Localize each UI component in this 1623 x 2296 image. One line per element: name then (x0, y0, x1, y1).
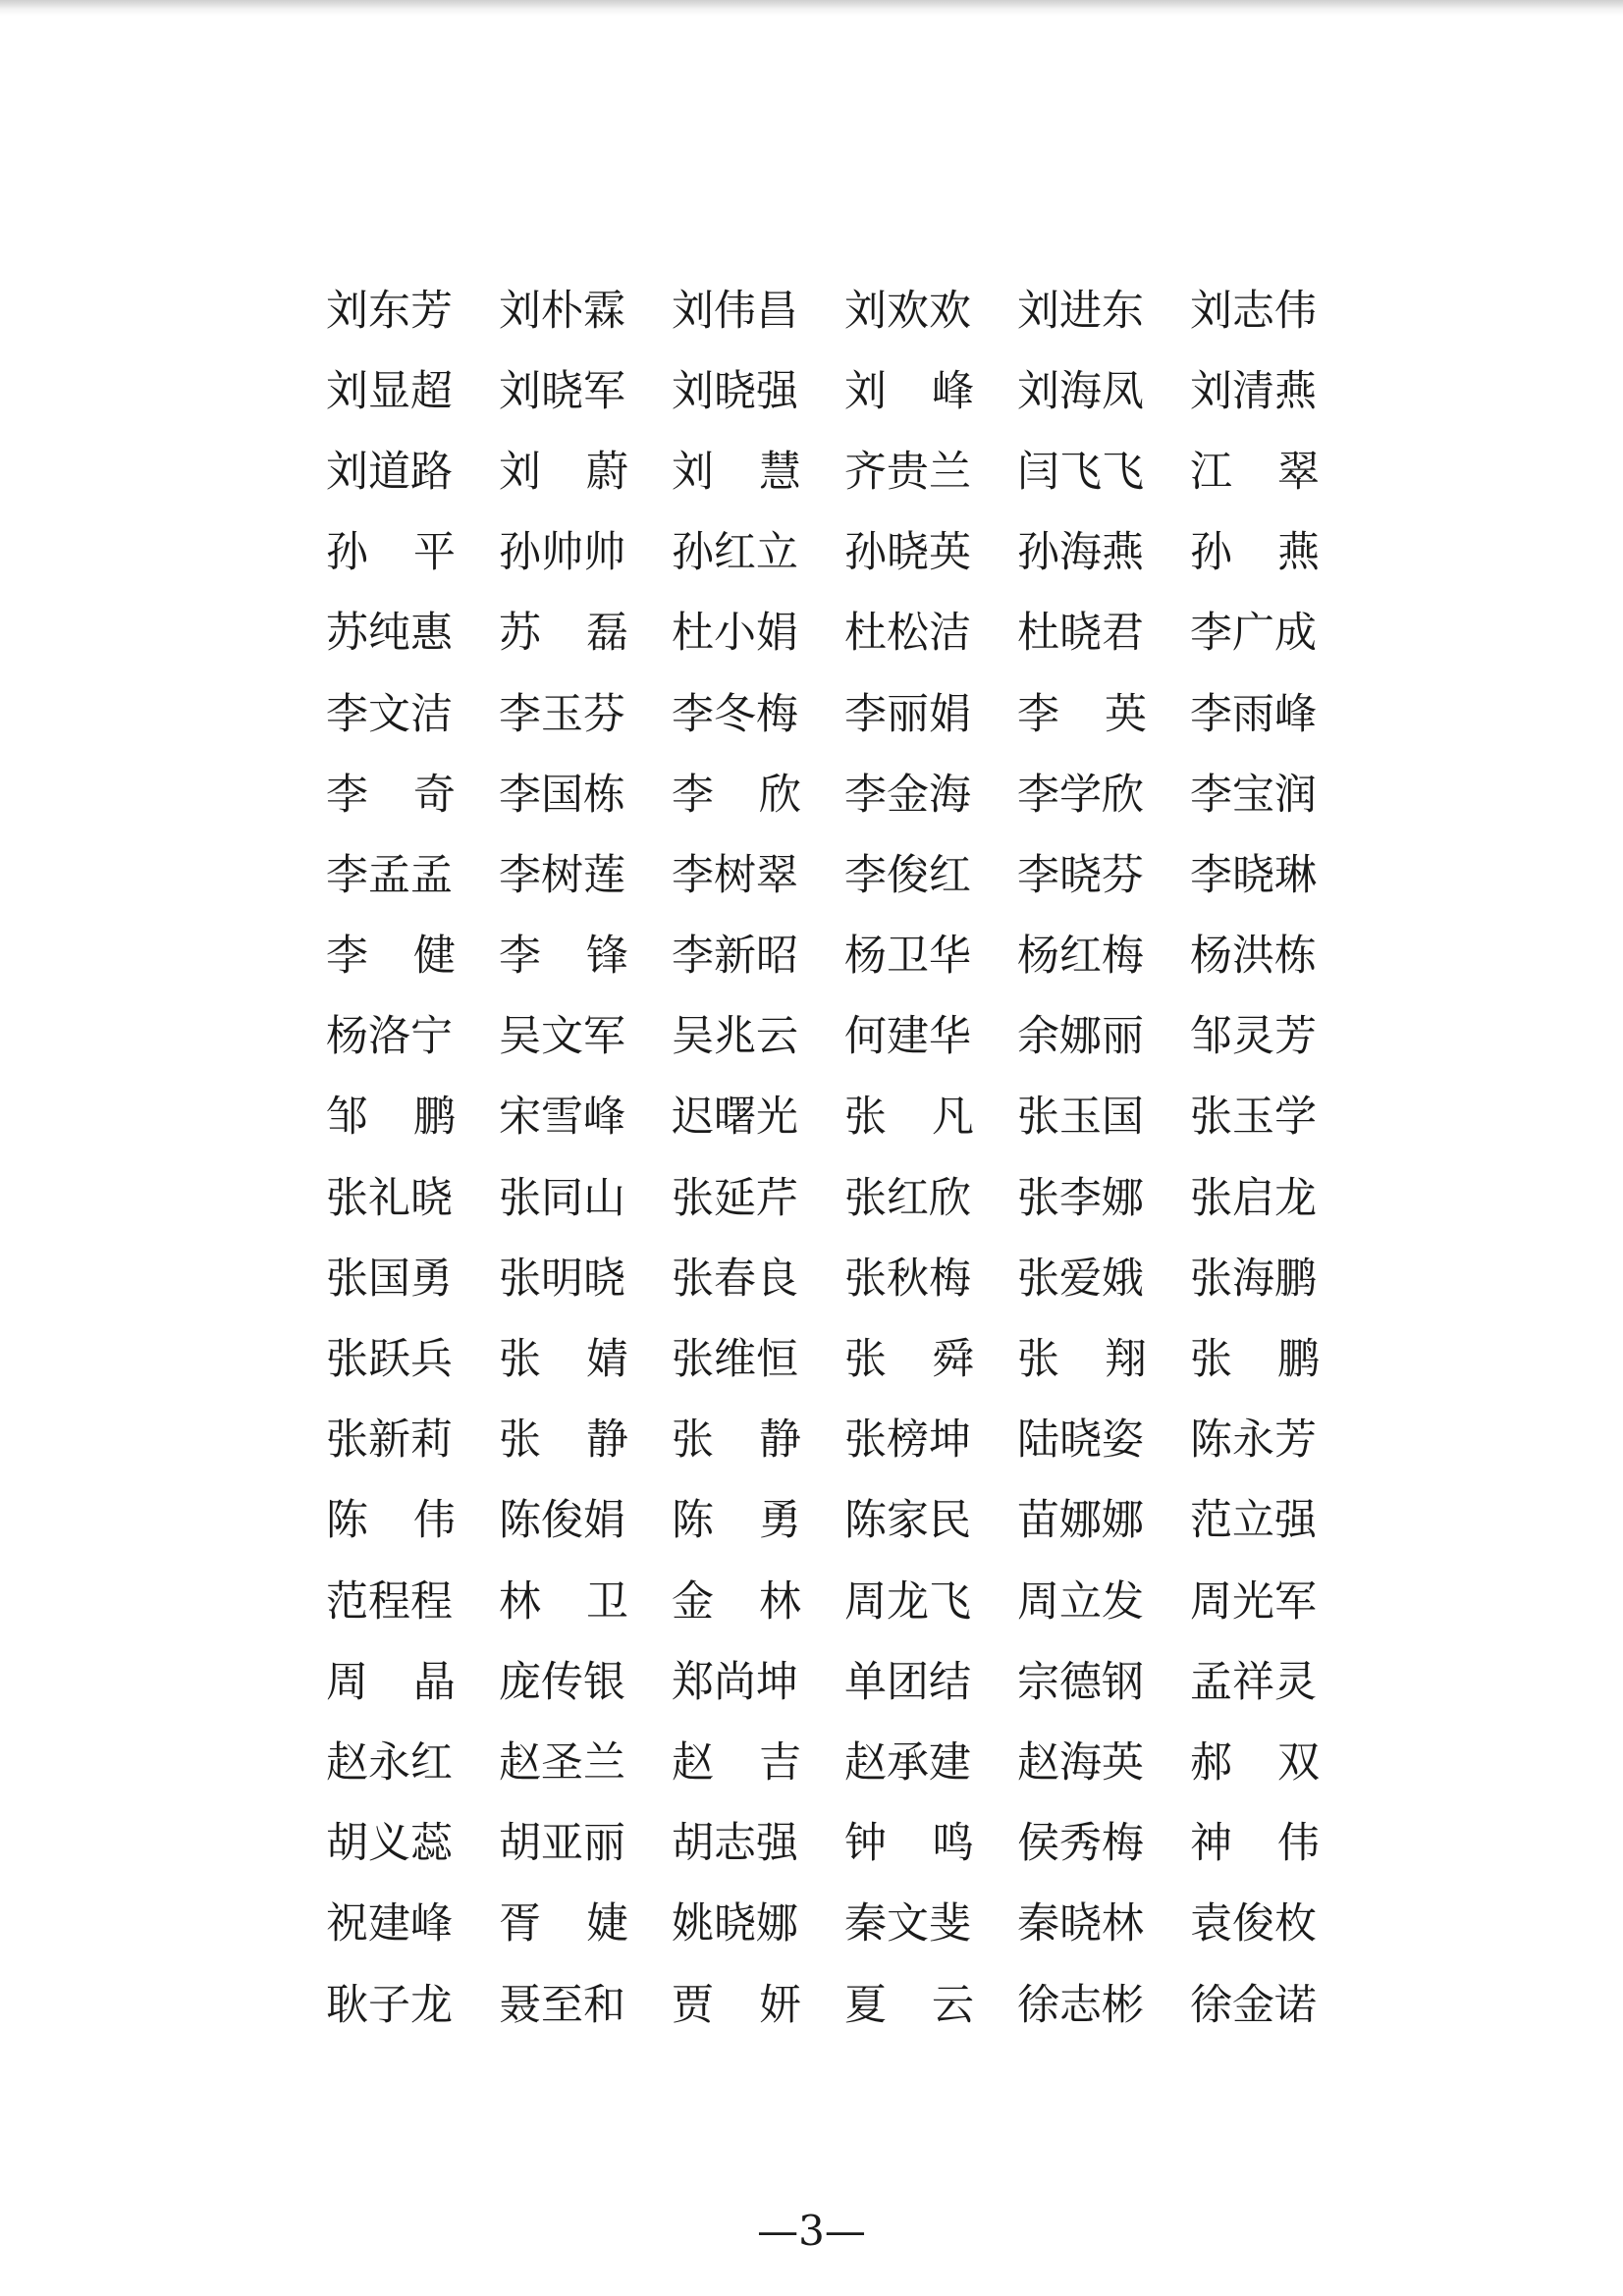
name-entry: 吴兆云 (672, 1012, 798, 1062)
name-entry: 周光军 (1190, 1576, 1317, 1627)
name-entry: 聂至和 (499, 1980, 625, 2030)
name-entry: 苏纯惠 (326, 609, 453, 659)
name-entry: 张李娜 (1017, 1173, 1144, 1223)
name-entry: 宗德钢 (1017, 1657, 1144, 1707)
name-entry: 江 翠 (1190, 447, 1320, 497)
name-entry: 赵海英 (1017, 1737, 1144, 1788)
name-entry: 张启龙 (1190, 1173, 1317, 1223)
name-entry: 刘朴霖 (499, 286, 625, 336)
name-entry: 李 锋 (499, 932, 628, 982)
name-entry: 徐金诺 (1190, 1980, 1317, 2030)
name-entry: 张玉学 (1190, 1093, 1317, 1143)
name-entry: 刘志伟 (1190, 286, 1317, 336)
name-entry: 李树莲 (499, 850, 625, 900)
name-entry: 余娜丽 (1017, 1012, 1144, 1062)
name-entry: 耿子龙 (326, 1980, 453, 2030)
name-entry: 刘清燕 (1190, 366, 1317, 416)
name-entry: 胡义蕊 (326, 1819, 453, 1869)
name-entry: 李 健 (326, 932, 456, 982)
name-entry: 胡亚丽 (499, 1819, 625, 1869)
name-entry: 赵承建 (844, 1737, 971, 1788)
name-entry: 刘 峰 (844, 366, 974, 416)
name-entry: 张 舜 (844, 1335, 974, 1385)
name-entry: 李 奇 (326, 770, 456, 820)
name-entry: 秦文斐 (844, 1899, 971, 1949)
name-entry: 秦晓林 (1017, 1899, 1144, 1949)
name-entry: 陆晓姿 (1017, 1415, 1144, 1466)
name-entry: 李俊红 (844, 850, 971, 900)
page-number: —3— (757, 2207, 866, 2255)
name-entry: 孙红立 (672, 528, 798, 578)
name-entry: 李丽娟 (844, 689, 971, 739)
name-entry: 李晓芬 (1017, 850, 1144, 900)
name-entry: 张延芹 (672, 1173, 798, 1223)
name-entry: 张海鹏 (1190, 1254, 1317, 1304)
name-entry: 孟祥灵 (1190, 1657, 1317, 1707)
name-entry: 李孟孟 (326, 850, 453, 900)
name-entry: 李树翠 (672, 850, 798, 900)
name-entry: 刘欢欢 (844, 286, 971, 336)
name-entry: 李玉芬 (499, 689, 625, 739)
name-entry: 金 林 (672, 1576, 801, 1627)
name-entry: 张玉国 (1017, 1093, 1144, 1143)
name-entry: 孙 平 (326, 528, 456, 578)
name-entry: 齐贵兰 (844, 447, 971, 497)
name-entry: 李国栋 (499, 770, 625, 820)
name-entry: 张礼晓 (326, 1173, 453, 1223)
name-entry: 吴文军 (499, 1012, 625, 1062)
scan-top-edge (0, 0, 1623, 16)
name-entry: 陈家民 (844, 1496, 971, 1546)
name-entry: 刘显超 (326, 366, 453, 416)
name-entry: 袁俊枚 (1190, 1899, 1317, 1949)
name-entry: 姚晓娜 (672, 1899, 798, 1949)
name-entry: 李广成 (1190, 609, 1317, 659)
name-entry: 张 静 (672, 1415, 801, 1466)
name-entry: 周 晶 (326, 1657, 456, 1707)
name-entry: 李学欣 (1017, 770, 1144, 820)
name-entry: 张 静 (499, 1415, 628, 1466)
name-entry: 刘伟昌 (672, 286, 798, 336)
name-entry: 林 卫 (499, 1576, 628, 1627)
name-entry: 郝 双 (1190, 1737, 1320, 1788)
name-entry: 胡志强 (672, 1819, 798, 1869)
name-list (326, 271, 1337, 2046)
name-entry: 孙晓英 (844, 528, 971, 578)
name-entry: 宋雪峰 (499, 1093, 625, 1143)
name-entry: 刘海凤 (1017, 366, 1144, 416)
name-entry: 李文洁 (326, 689, 453, 739)
name-entry: 张明晓 (499, 1254, 625, 1304)
name-entry: 周立发 (1017, 1576, 1144, 1627)
name-entry: 张 婧 (499, 1335, 628, 1385)
name-entry: 刘晓强 (672, 366, 798, 416)
name-entry: 杜晓君 (1017, 609, 1144, 659)
name-entry: 庞传银 (499, 1657, 625, 1707)
name-entry: 赵 吉 (672, 1737, 801, 1788)
name-entry: 刘东芳 (326, 286, 453, 336)
name-entry: 神 伟 (1190, 1819, 1320, 1869)
name-entry: 张国勇 (326, 1254, 453, 1304)
name-entry: 徐志彬 (1017, 1980, 1144, 2030)
name-entry: 张 鹏 (1190, 1335, 1320, 1385)
name-entry: 张新莉 (326, 1415, 453, 1466)
name-entry: 李晓琳 (1190, 850, 1317, 900)
name-entry: 李冬梅 (672, 689, 798, 739)
name-entry: 范程程 (326, 1576, 453, 1627)
name-entry: 郑尚坤 (672, 1657, 798, 1707)
name-entry: 张 翔 (1017, 1335, 1147, 1385)
name-entry: 孙 燕 (1190, 528, 1320, 578)
name-entry: 杨红梅 (1017, 932, 1144, 982)
name-entry: 李雨峰 (1190, 689, 1317, 739)
name-entry: 李宝润 (1190, 770, 1317, 820)
name-entry: 单团结 (844, 1657, 971, 1707)
name-entry: 刘晓军 (499, 366, 625, 416)
name-entry: 张爱娥 (1017, 1254, 1144, 1304)
name-entry: 杨洛宁 (326, 1012, 453, 1062)
name-entry: 刘 慧 (672, 447, 801, 497)
name-entry: 陈俊娟 (499, 1496, 625, 1546)
name-entry: 李新昭 (672, 932, 798, 982)
name-entry: 刘 蔚 (499, 447, 628, 497)
name-entry: 张 凡 (844, 1093, 974, 1143)
name-entry: 孙海燕 (1017, 528, 1144, 578)
name-entry: 杨卫华 (844, 932, 971, 982)
name-entry: 李金海 (844, 770, 971, 820)
name-entry: 张榜坤 (844, 1415, 971, 1466)
name-entry: 孙帅帅 (499, 528, 625, 578)
name-entry: 陈 伟 (326, 1496, 456, 1546)
name-entry: 杜小娟 (672, 609, 798, 659)
name-entry: 胥 婕 (499, 1899, 628, 1949)
name-entry: 李 欣 (672, 770, 801, 820)
name-entry: 赵永红 (326, 1737, 453, 1788)
name-entry: 张春良 (672, 1254, 798, 1304)
name-entry: 苗娜娜 (1017, 1496, 1144, 1546)
name-entry: 夏 云 (844, 1980, 974, 2030)
name-entry: 闫飞飞 (1017, 447, 1144, 497)
name-entry: 侯秀梅 (1017, 1819, 1144, 1869)
name-entry: 邹灵芳 (1190, 1012, 1317, 1062)
name-entry: 李 英 (1017, 689, 1147, 739)
name-entry: 张红欣 (844, 1173, 971, 1223)
name-entry: 周龙飞 (844, 1576, 971, 1627)
name-entry: 赵圣兰 (499, 1737, 625, 1788)
name-entry: 范立强 (1190, 1496, 1317, 1546)
name-entry: 苏 磊 (499, 609, 628, 659)
name-entry: 邹 鹏 (326, 1093, 456, 1143)
name-entry: 祝建峰 (326, 1899, 453, 1949)
name-entry: 迟曙光 (672, 1093, 798, 1143)
name-entry: 张跃兵 (326, 1335, 453, 1385)
name-entry: 张秋梅 (844, 1254, 971, 1304)
name-entry: 杜松洁 (844, 609, 971, 659)
name-entry: 贾 妍 (672, 1980, 801, 2030)
name-entry: 何建华 (844, 1012, 971, 1062)
name-entry: 张维恒 (672, 1335, 798, 1385)
name-entry: 陈 勇 (672, 1496, 801, 1546)
name-entry: 张同山 (499, 1173, 625, 1223)
name-entry: 钟 鸣 (844, 1819, 974, 1869)
name-entry: 刘道路 (326, 447, 453, 497)
name-entry: 陈永芳 (1190, 1415, 1317, 1466)
name-entry: 刘进东 (1017, 286, 1144, 336)
name-entry: 杨洪栋 (1190, 932, 1317, 982)
